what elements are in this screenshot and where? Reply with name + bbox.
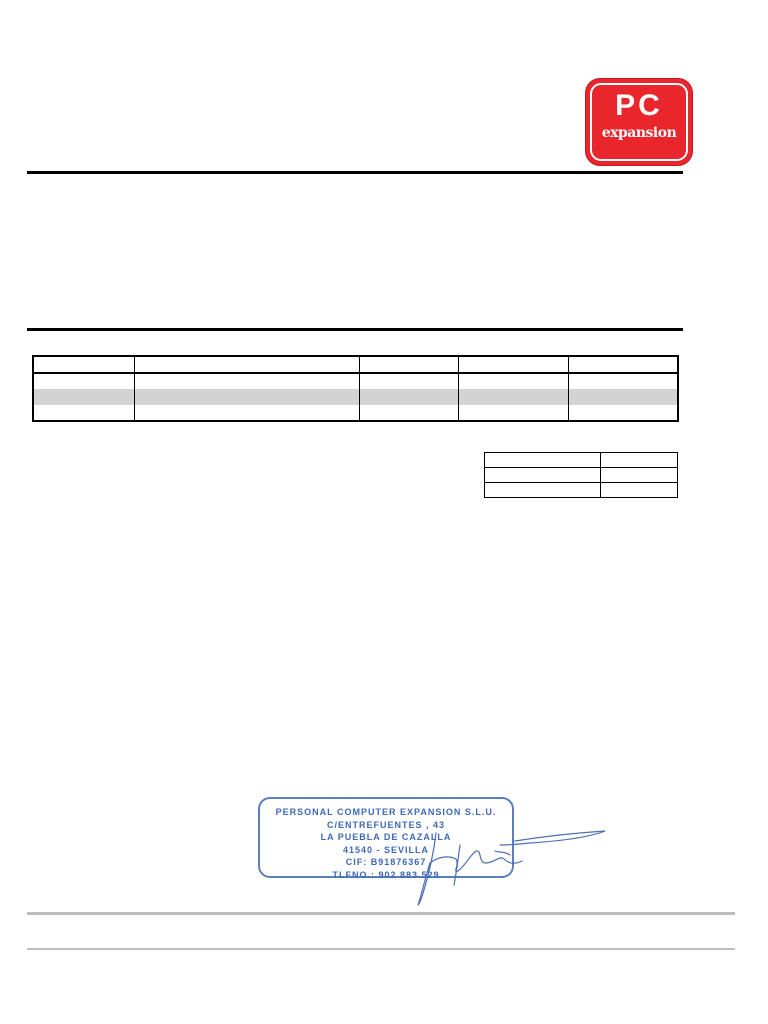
stamp-cif: CIF: B91876367 [345,857,427,867]
stamp-town: LA PUEBLA DE CAZALLA [320,832,452,842]
header-cell [359,356,458,373]
table-cell [458,389,568,405]
table-cell [359,373,458,389]
company-logo [586,79,692,165]
totals-label-cell [485,468,601,483]
table-cell [568,389,678,405]
totals-row [485,483,678,498]
totals-row [485,468,678,483]
handwritten-signature [400,815,610,910]
table-cell [33,373,134,389]
stamp-street: C/ENTREFUENTES , 43 [326,819,446,830]
table-cell [134,405,359,421]
table-cell [33,405,134,421]
totals-row [485,453,678,468]
table-row [33,405,678,421]
header-divider [27,171,683,174]
table-cell [134,389,359,405]
table-cell [568,373,678,389]
table-cell [458,405,568,421]
logo-text-pc: PC [615,89,663,122]
logo-text-expansion: expansion [601,125,677,141]
footer-divider-bottom [27,948,735,950]
table-cell [568,405,678,421]
totals-value-cell [601,468,678,483]
table-cell [134,373,359,389]
totals-label-cell [485,453,601,468]
totals-table [484,452,678,498]
totals-label-cell [485,483,601,498]
items-table-header [33,356,678,373]
table-cell [33,389,134,405]
totals-value-cell [601,453,678,468]
items-table [32,355,679,422]
header-cell [458,356,568,373]
section-divider [27,328,683,331]
footer-divider-top [27,912,735,915]
table-cell [359,405,458,421]
table-cell [359,389,458,405]
totals-value-cell [601,483,678,498]
stamp-company-name: PERSONAL COMPUTER EXPANSION S.L.U. [275,807,497,817]
header-cell [134,356,359,373]
table-row [33,373,678,389]
stamp-postcode-city: 41540 - SEVILLA [342,844,430,855]
header-cell [33,356,134,373]
table-row [33,389,678,405]
header-cell [568,356,678,373]
table-cell [458,373,568,389]
stamp-phone: TLFNO.: 902 883 529 [332,869,440,880]
